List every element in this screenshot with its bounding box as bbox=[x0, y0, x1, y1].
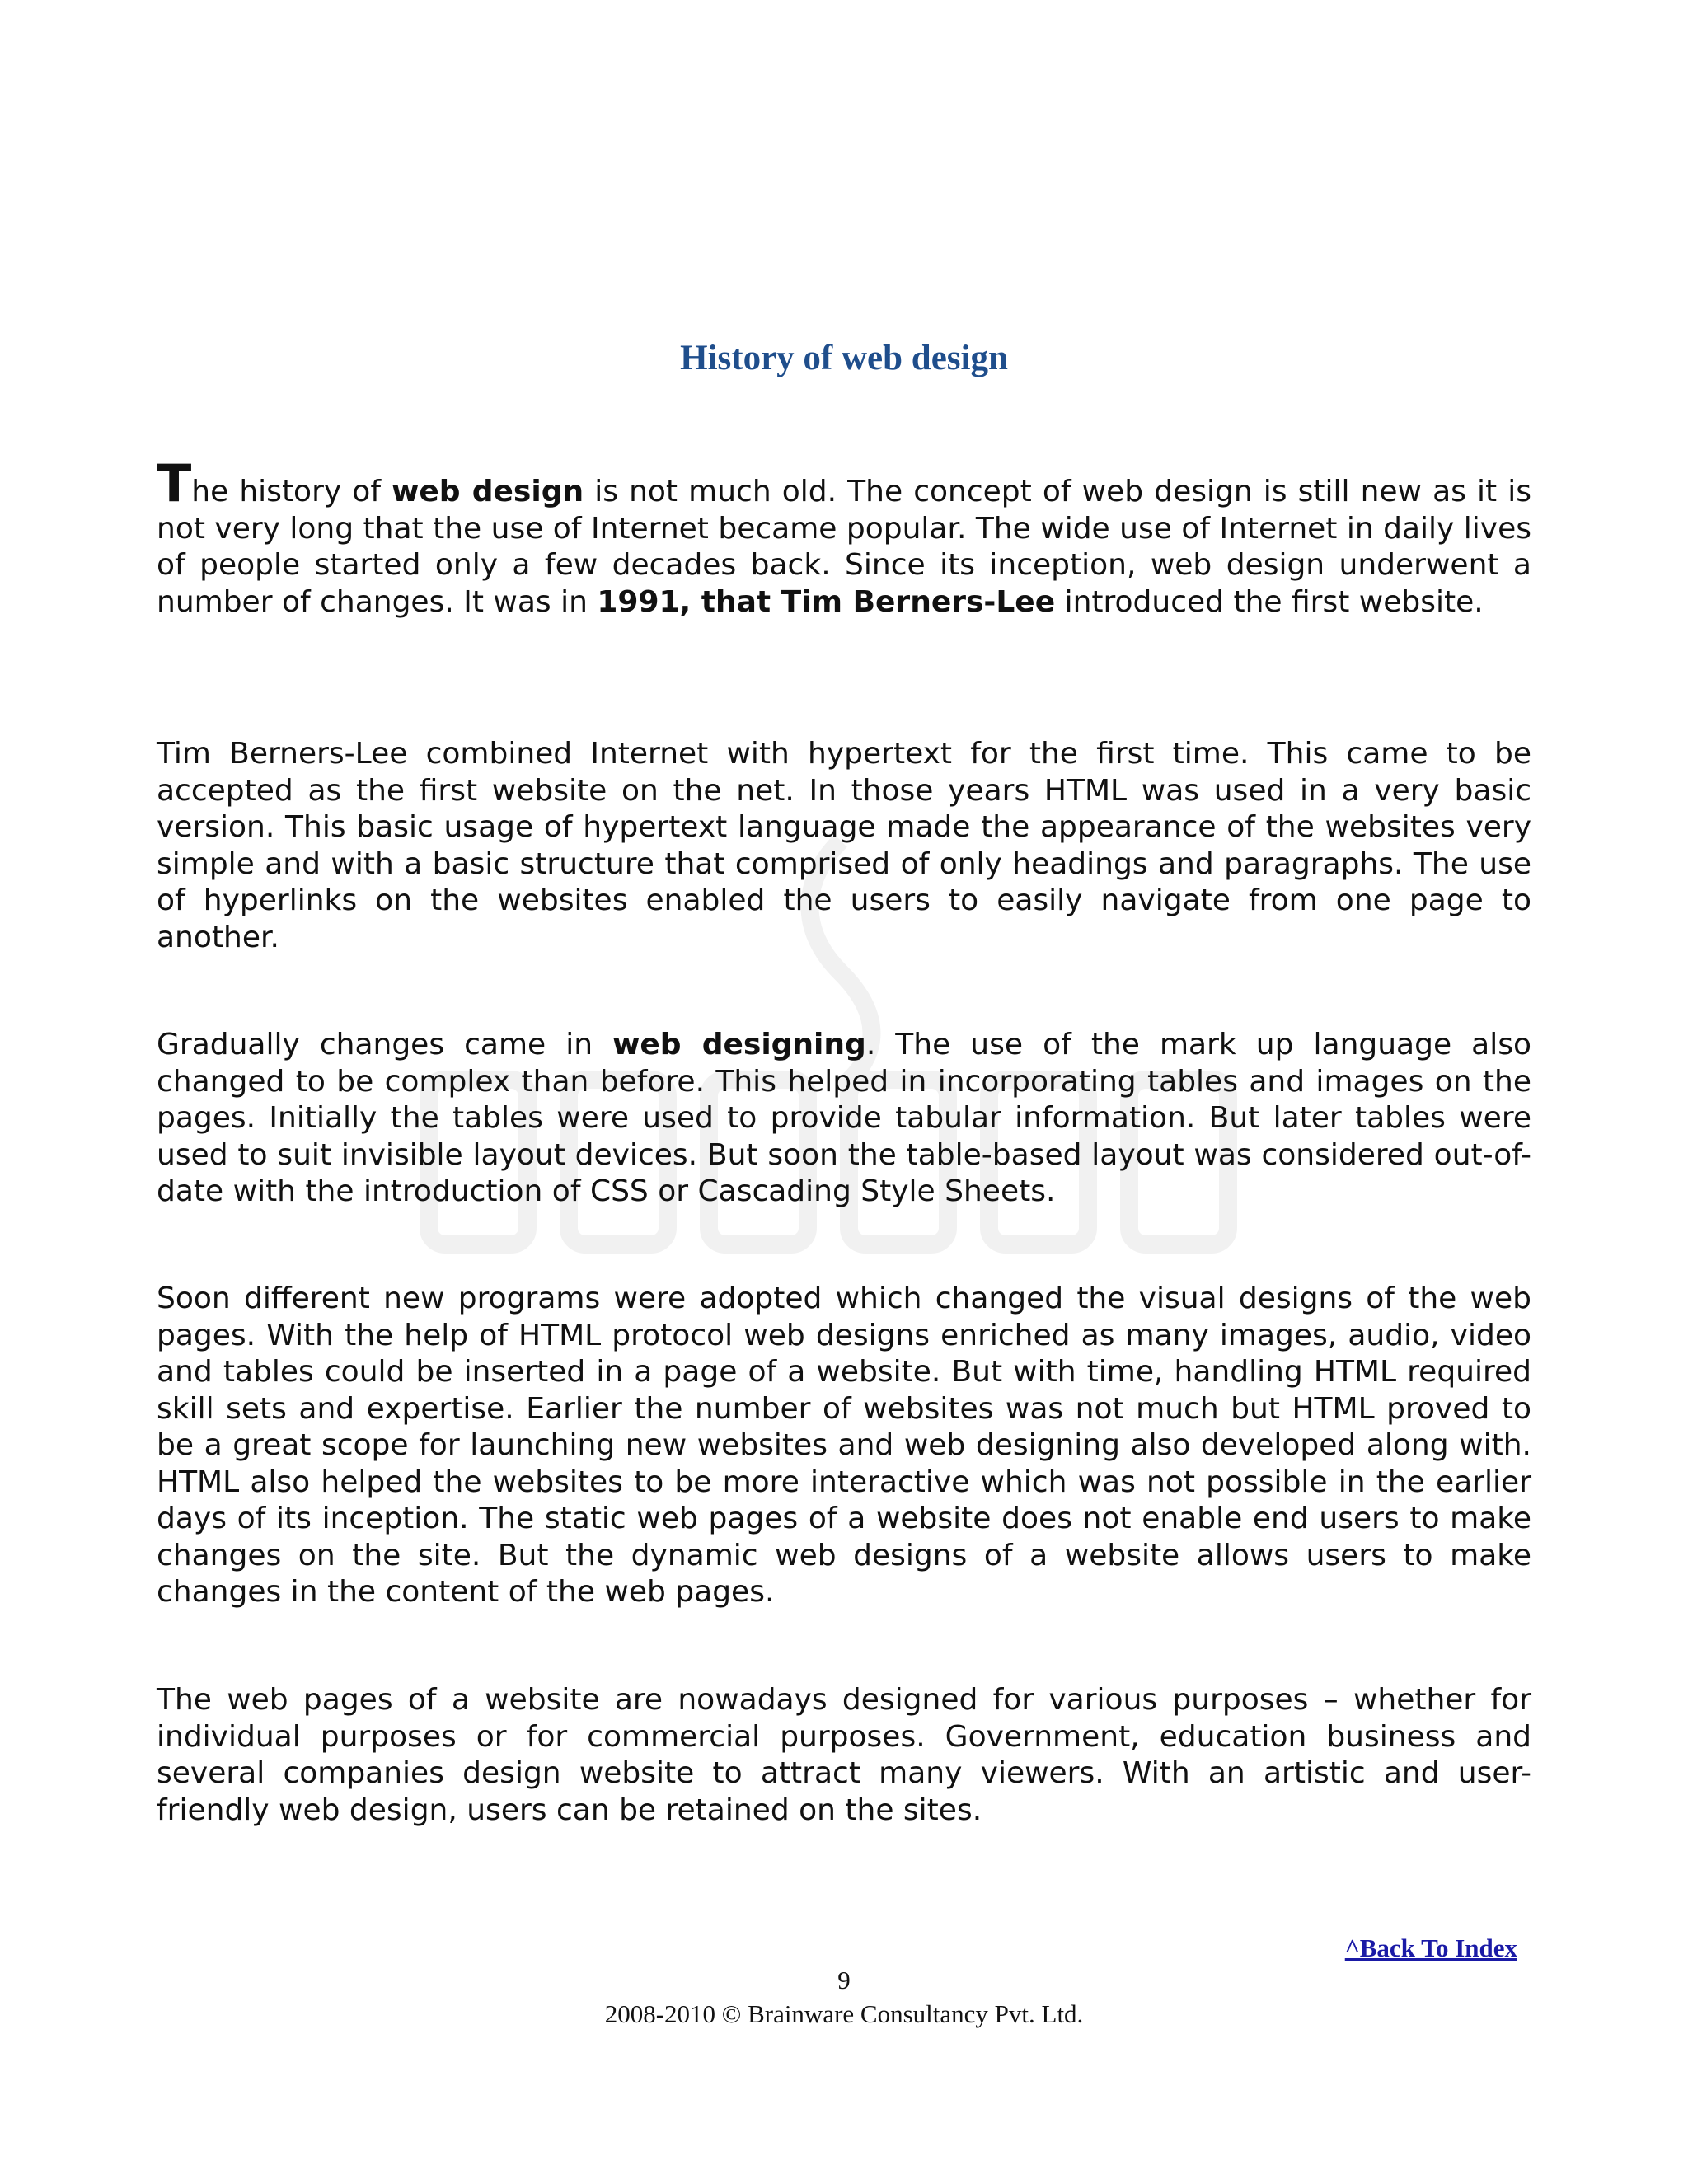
bold-term: 1991, that Tim Berners-Lee bbox=[597, 584, 1056, 619]
paragraph-intro bbox=[157, 453, 1532, 621]
bold-term: web design bbox=[392, 475, 584, 509]
paragraph-text: is not much old. The concept of web design is still new as it is not very long that the use of Internet became popular. The wide use of Internet in daily lives of people started only a few decades back. Since its inception, web design underwent a number of changes. It was in bbox=[157, 475, 1532, 619]
page-title: History of web design bbox=[680, 339, 1008, 377]
paragraph-text: introduced the first website. bbox=[1055, 584, 1484, 619]
copyright-notice: 2008-2010 © Brainware Consultancy Pvt. Ltd. bbox=[604, 1999, 1084, 2028]
paragraph-gradual-changes bbox=[157, 1027, 1531, 1211]
paragraph-berners-lee: Tim Berners-Lee combined Internet with hypertext for the first time. This came to be accepted as the first website on the net. In those years HTML was used in a very basic version. This basic usage of hypertext language made the appearance of the websites very simple and with a basic structure that comprised of only headings and paragraphs. The use of hyperlinks on the websites enabled the users to easily navigate from one page to another. bbox=[157, 737, 1531, 954]
paragraph-text: he history of bbox=[191, 475, 392, 509]
page-number: 9 bbox=[837, 1966, 851, 1994]
paragraph-new-programs: Soon different new programs were adopted which changed the visual designs of the web pages. With the help of HTML protocol web designs enriched as many images, audio, video and tables could be inserted in a page of a website. But with time, handling HTML required skill sets and expertise. Earlier the number of websites was not much but HTML proved to be a great scope for launching new websites and web designing also developed along with. HTML also helped the websites to be more interactive which was not possible in the earlier days of its inception. The static web pages of a website does not enable end users to make changes on the site. But the dynamic web designs of a website allows users to make changes in the content of the web pages. bbox=[157, 1282, 1531, 1609]
drop-cap: T bbox=[157, 453, 192, 513]
paragraph-purposes: The web pages of a website are nowadays designed for various purposes – whether for individual purposes or for commercial purposes. Government, education business and several companies design website to attract many viewers. With an artistic and user-friendly web design, users can be retained on the sites. bbox=[157, 1683, 1531, 1827]
paragraph-text: . The use of the mark up language also changed to be complex than before. This helped in incorporating tables and images on the pages. Initially the tables were used to provide tabular information. But later tables were used to suit invisible layout devices. But soon the table-based layout was considered out-of-date with the introduction of CSS or Cascading Style Sheets. bbox=[157, 1028, 1532, 1208]
back-to-index-link[interactable]: ^Back To Index bbox=[1344, 1933, 1517, 1962]
bold-term: web designing bbox=[612, 1028, 866, 1062]
paragraph-text: Gradually changes came in bbox=[157, 1028, 613, 1062]
